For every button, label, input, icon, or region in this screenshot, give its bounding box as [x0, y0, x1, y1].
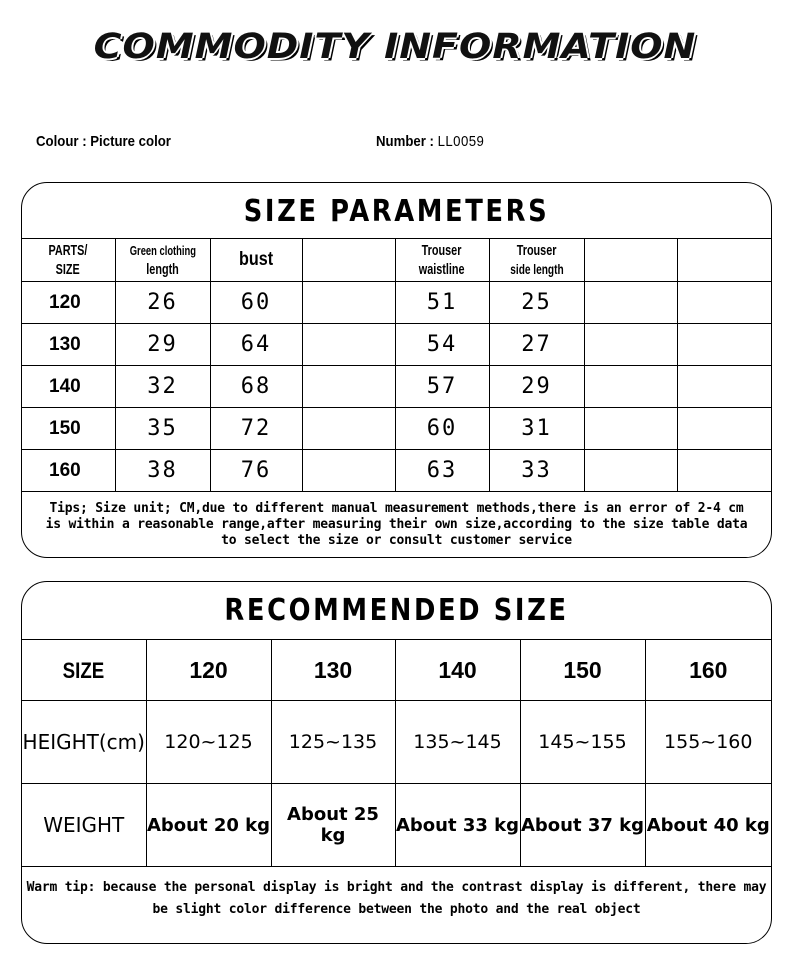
size-parameters-title: SIZE PARAMETERS [243, 194, 550, 229]
height-cell: 145~155 [520, 701, 645, 784]
empty-cell [584, 324, 677, 366]
table-row [22, 784, 771, 867]
size-cell: 150 [22, 408, 115, 450]
header-empty [302, 239, 395, 282]
weight-label-cell: WEIGHT [22, 784, 146, 867]
height-cell: 135~145 [395, 701, 520, 784]
size-cell: 140 [22, 366, 115, 408]
header-empty [677, 239, 771, 282]
header-parts-size: PARTS/ SIZE [22, 239, 115, 282]
header-trouser-waistline: Trouser waistline [395, 239, 489, 282]
empty-cell [584, 282, 677, 324]
length-cell: 35 [115, 408, 210, 450]
side-length-cell: 31 [489, 408, 584, 450]
page-title: COMMODITY INFORMATION [93, 25, 697, 67]
empty-cell [302, 282, 395, 324]
size-cell: 130 [271, 640, 395, 701]
colour-info [36, 133, 171, 150]
number-label: Number : [376, 133, 438, 150]
size-cell: 130 [22, 324, 115, 366]
header-green-clothing-length: Green clothing length [115, 239, 210, 282]
table-row [22, 701, 771, 784]
number-value: LL0059 [437, 133, 485, 150]
empty-cell [302, 366, 395, 408]
empty-cell [677, 324, 771, 366]
height-label-cell: HEIGHT(cm) [22, 701, 146, 784]
size-cell: 140 [395, 640, 520, 701]
empty-cell [677, 366, 771, 408]
length-cell: 32 [115, 366, 210, 408]
weight-cell: About 37 kg [520, 784, 645, 867]
empty-cell [677, 450, 771, 492]
waist-cell: 57 [395, 366, 489, 408]
recommended-size-table [22, 639, 771, 867]
table-row [22, 324, 771, 366]
size-cell: 160 [645, 640, 771, 701]
empty-cell [677, 282, 771, 324]
header-empty [584, 239, 677, 282]
empty-cell [302, 324, 395, 366]
side-length-cell: 25 [489, 282, 584, 324]
empty-cell [302, 450, 395, 492]
bust-cell: 60 [210, 282, 302, 324]
colour-label: Colour : [36, 133, 91, 150]
bust-cell: 64 [210, 324, 302, 366]
weight-cell: About 25 kg [271, 784, 395, 867]
side-length-cell: 27 [489, 324, 584, 366]
header-bust: bust [210, 239, 302, 282]
number-info [376, 133, 484, 150]
side-length-cell: 29 [489, 366, 584, 408]
table-row [22, 640, 771, 701]
size-cell: 150 [520, 640, 645, 701]
length-cell: 38 [115, 450, 210, 492]
table-header-row [22, 239, 771, 282]
size-cell: 120 [22, 282, 115, 324]
height-cell: 125~135 [271, 701, 395, 784]
size-cell: 160 [22, 450, 115, 492]
table-row [22, 408, 771, 450]
height-cell: 155~160 [645, 701, 771, 784]
empty-cell [302, 408, 395, 450]
weight-cell: About 33 kg [395, 784, 520, 867]
recommended-size-panel [21, 581, 772, 944]
weight-cell: About 20 kg [146, 784, 271, 867]
side-length-cell: 33 [489, 450, 584, 492]
bust-cell: 68 [210, 366, 302, 408]
header-trouser-side-length: Trouser side length [489, 239, 584, 282]
bust-cell: 72 [210, 408, 302, 450]
waist-cell: 63 [395, 450, 489, 492]
empty-cell [584, 408, 677, 450]
size-label-cell: SIZE [22, 640, 146, 701]
empty-cell [677, 408, 771, 450]
table-row [22, 282, 771, 324]
length-cell: 26 [115, 282, 210, 324]
size-parameters-table [22, 238, 771, 492]
size-tips-note: Tips; Size unit; CM,due to different manual measurement methods,there is an error of 2-4 cm is within a reasonable range,after measuring their own size,according to the size table data to select the size or consult customer service [45, 501, 748, 548]
colour-value: Picture color [90, 133, 171, 150]
table-row [22, 366, 771, 408]
size-parameters-panel [21, 182, 772, 558]
warm-tip-note: Warm tip: because the personal display is bright and the contrast display is different, there may be slight color difference between the photo and the real object [26, 880, 767, 917]
waist-cell: 60 [395, 408, 489, 450]
empty-cell [584, 366, 677, 408]
length-cell: 29 [115, 324, 210, 366]
recommended-size-title: RECOMMENDED SIZE [224, 593, 569, 628]
weight-cell: About 40 kg [645, 784, 771, 867]
table-row [22, 450, 771, 492]
waist-cell: 51 [395, 282, 489, 324]
waist-cell: 54 [395, 324, 489, 366]
size-cell: 120 [146, 640, 271, 701]
bust-cell: 76 [210, 450, 302, 492]
empty-cell [584, 450, 677, 492]
height-cell: 120~125 [146, 701, 271, 784]
